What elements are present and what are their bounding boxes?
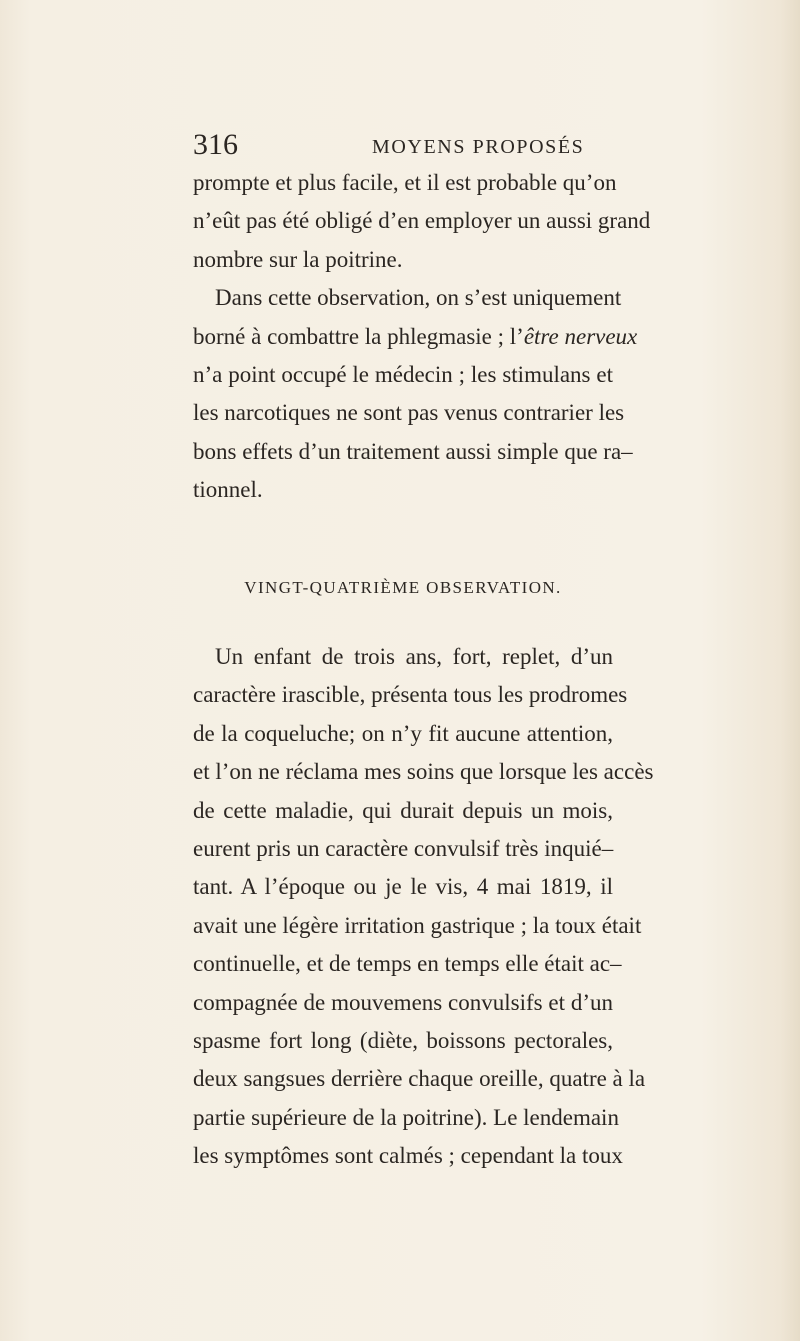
text-line-with-italic	[193, 318, 638, 356]
text-line: tionnel.	[193, 477, 263, 503]
text-line: eurent pris un caractère convulsif très inquié–	[193, 835, 614, 861]
page-number: 316	[193, 128, 238, 161]
page-header	[193, 128, 613, 162]
text-line: les symptômes sont calmés ; cependant la toux	[193, 1143, 623, 1169]
text-line: continuelle, et de temps en temps elle était ac–	[193, 951, 622, 977]
text-line: de la coqueluche; on n’y fit aucune attention,	[193, 720, 613, 746]
text-line: prompte et plus facile, et il est probable qu’on	[193, 170, 617, 195]
text-line: et l’on ne réclama mes soins que lorsque les accès	[193, 759, 654, 785]
paragraph-observation-comment	[193, 279, 638, 509]
text-fragment: borné à combattre la phlegmasie ; l’	[193, 323, 524, 349]
text-line: compagnée de mouvemens convulsifs et d’un	[193, 989, 613, 1015]
text-line: partie supérieure de la poitrine). Le lendemain	[193, 1104, 619, 1130]
text-line: de cette maladie, qui durait depuis un mois,	[193, 797, 613, 823]
text-line: spasme fort long (diète, boissons pectorales,	[193, 1027, 613, 1053]
text-line: bons effets d’un traitement aussi simple que ra–	[193, 438, 633, 464]
paragraph-continued	[193, 164, 651, 279]
text-line: nombre sur la poitrine.	[193, 246, 403, 272]
body-text	[193, 164, 654, 1169]
italic-phrase: être nerveux	[523, 323, 638, 349]
text-line: tant. A l’époque ou je le vis, 4 mai 1819, il	[193, 874, 613, 900]
text-line: deux sangsues derrière chaque oreille, quatre à la	[193, 1066, 646, 1092]
section-title: VINGT-QUATRIÈME OBSERVATION.	[244, 578, 562, 597]
text-line: les narcotiques ne sont pas venus contrarier les	[193, 400, 625, 426]
running-head: MOYENS PROPOSÉS	[372, 136, 585, 158]
text-line: n’eût pas été obligé d’en employer un aussi grand	[193, 208, 651, 234]
text-line: caractère irascible, présenta tous les prodromes	[193, 682, 628, 708]
text-line: n’a point occupé le médecin ; les stimulans et	[193, 361, 613, 387]
text-line: Un enfant de trois ans, fort, replet, d’un	[215, 644, 613, 669]
text-line: avait une légère irritation gastrique ; la toux était	[193, 912, 642, 938]
text-line: Dans cette observation, on s’est uniquement	[215, 285, 622, 311]
paragraph-observation	[193, 638, 654, 1175]
